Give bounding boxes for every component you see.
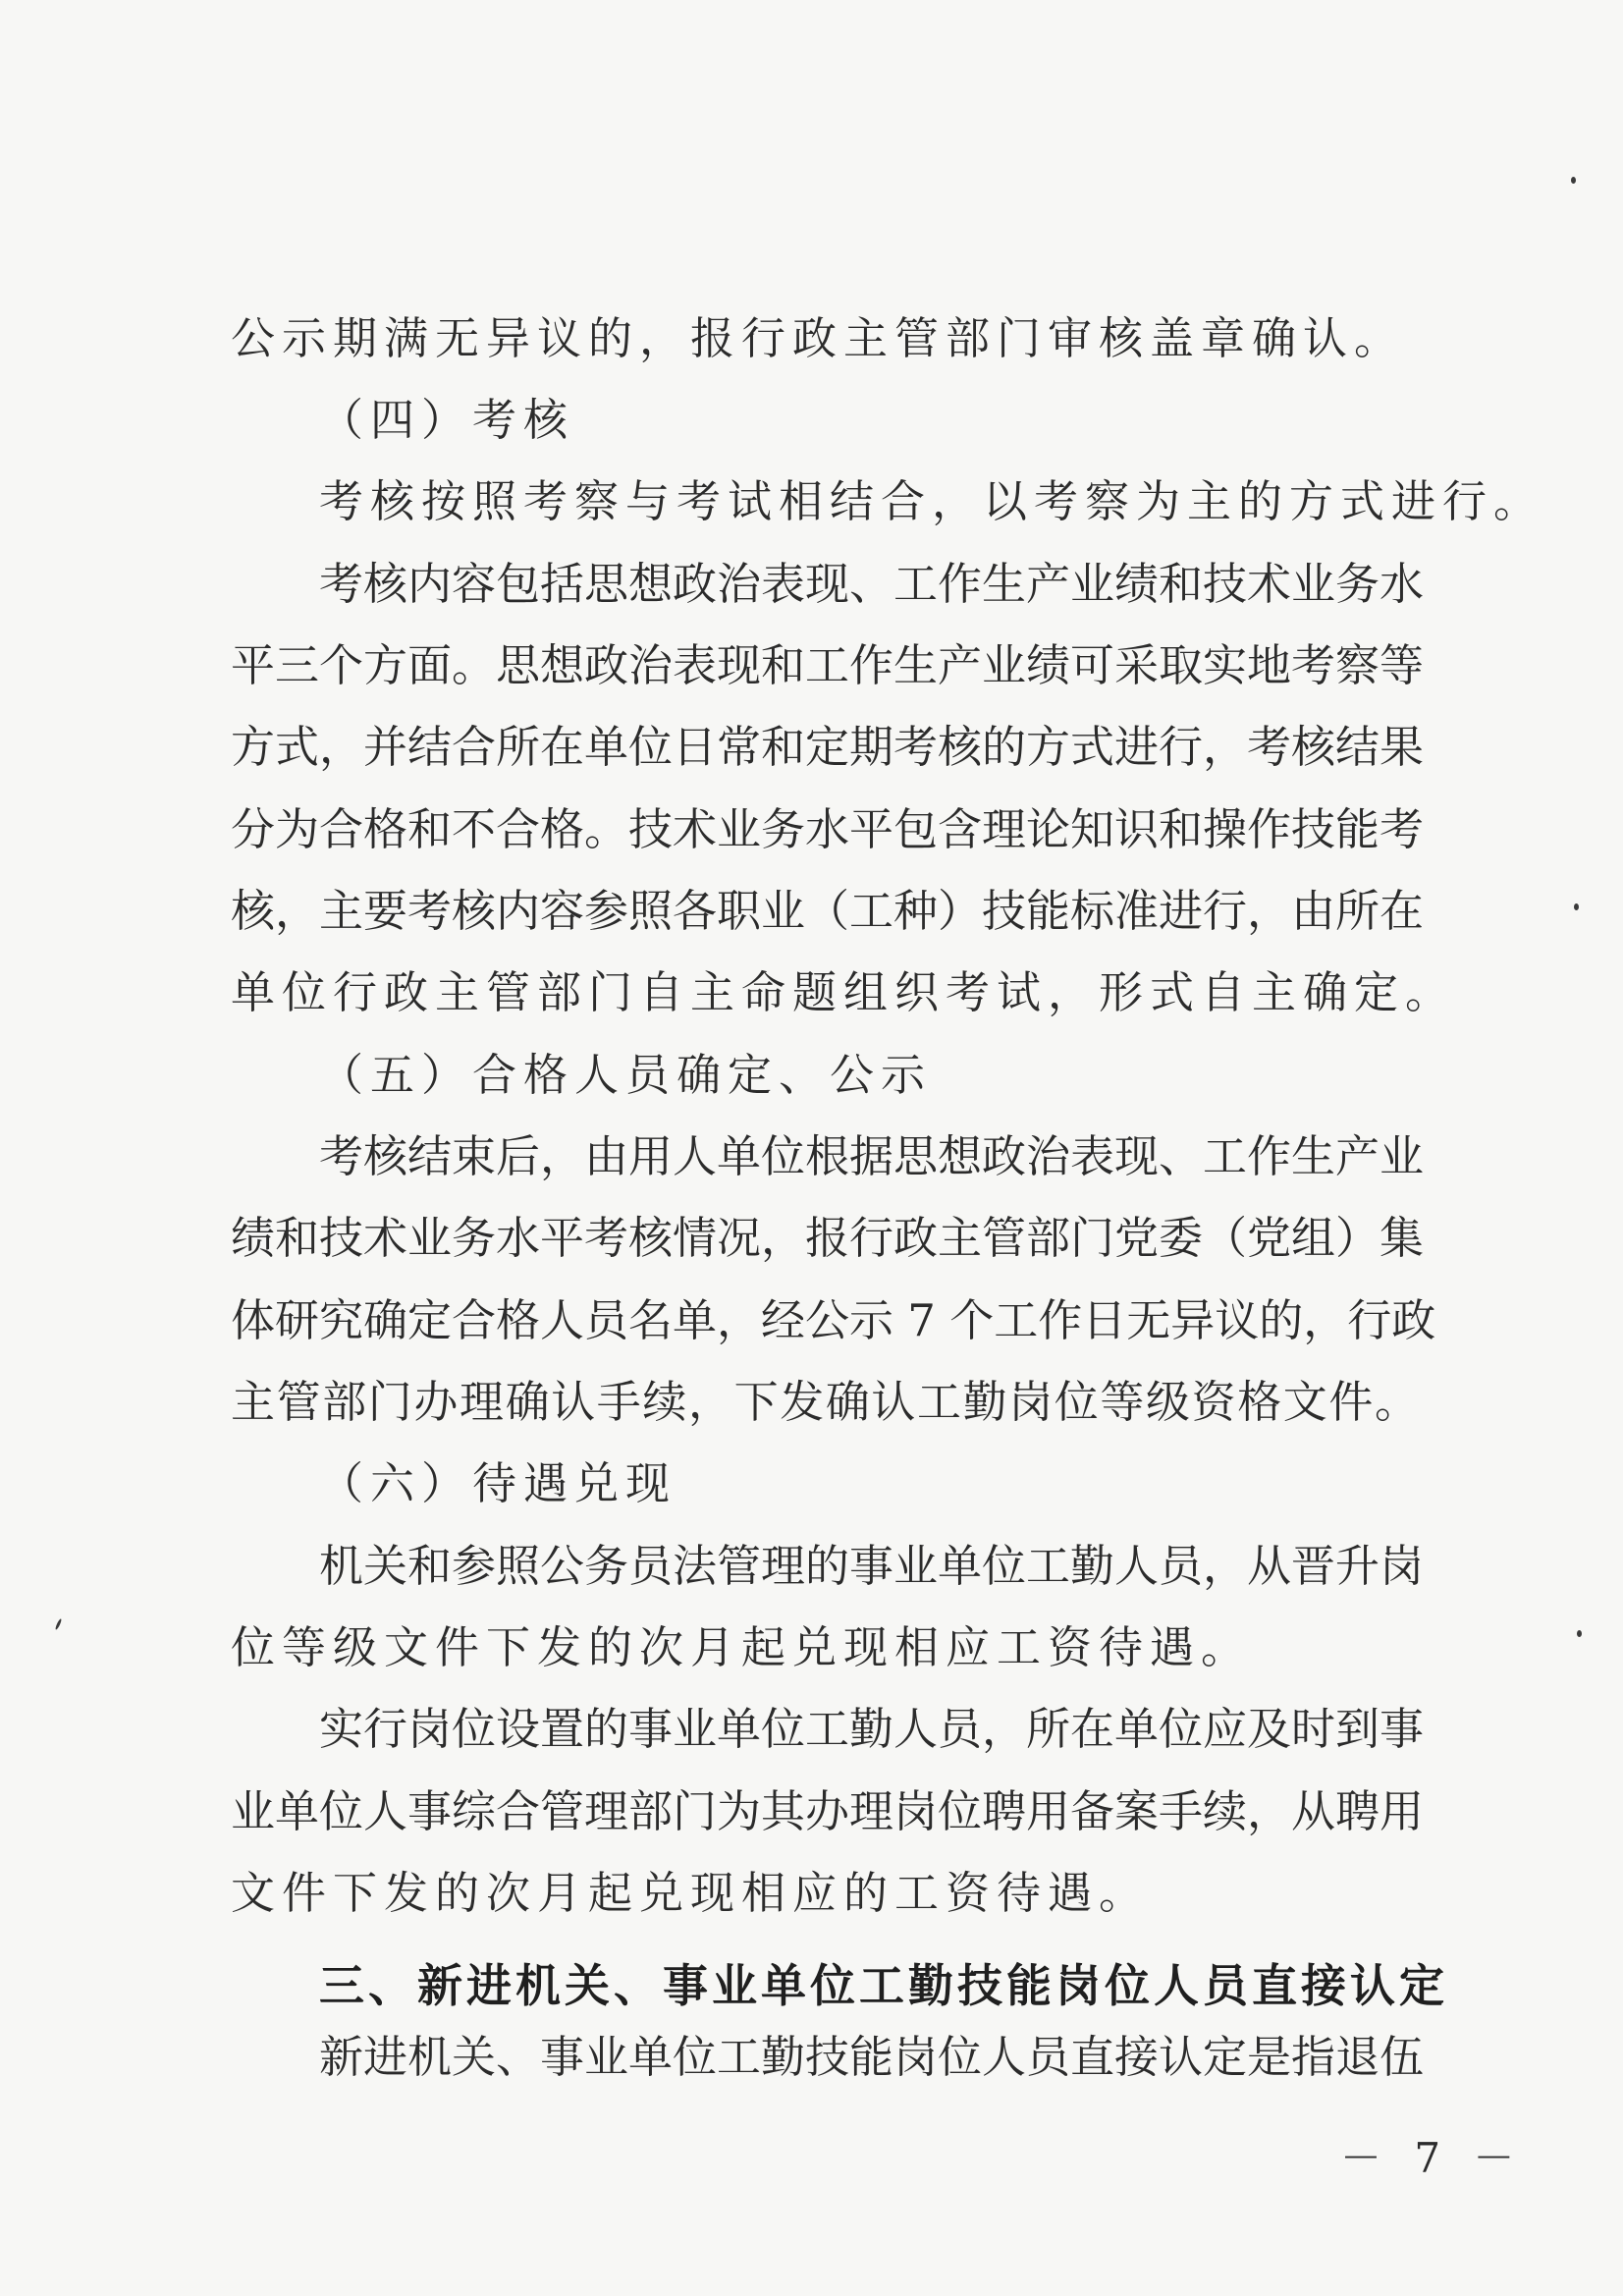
paragraph-line: 主管部门办理确认手续，下发确认工勤岗位等级资格文件。 [231, 1376, 1419, 1428]
subheading-benefits: （六）待遇兑现 [319, 1457, 677, 1509]
paragraph-line: 位等级文件下发的次月起兑现相应工资待遇。 [231, 1621, 1253, 1673]
paragraph-line: 实行岗位设置的事业单位工勤人员，所在单位应及时到事 [319, 1703, 1425, 1755]
paragraph-line: 文件下发的次月起兑现相应的工资待遇。 [231, 1867, 1151, 1919]
paragraph-line: 新进机关、事业单位工勤技能岗位人员直接认定是指退伍 [319, 2031, 1425, 2083]
paragraph-line: 业单位人事综合管理部门为其办理岗位聘用备案手续，从聘用 [231, 1785, 1425, 1837]
paragraph-line: 机关和参照公务员法管理的事业单位工勤人员，从晋升岗 [319, 1540, 1425, 1592]
paragraph-line: 单位行政主管部门自主命题组织考试，形式自主确定。 [231, 966, 1457, 1018]
scan-speck [1571, 177, 1576, 184]
paragraph-line: 核，主要考核内容参照各职业（工种）技能标准进行，由所在 [231, 885, 1425, 937]
paragraph-line: 绩和技术业务水平考核情况，报行政主管部门党委（党组）集 [231, 1212, 1425, 1264]
paragraph-line: 平三个方面。思想政治表现和工作生产业绩可采取实地考察等 [231, 639, 1425, 691]
paragraph-line: 考核结束后，由用人单位根据思想政治表现、工作生产业 [319, 1130, 1425, 1182]
subheading-assessment: （四）考核 [319, 394, 575, 446]
scan-speck [1577, 1630, 1582, 1637]
paragraph-line: 公示期满无异议的，报行政主管部门审核盖章确认。 [231, 312, 1406, 364]
scan-speck [55, 1618, 63, 1630]
paragraph-line: 方式，并结合所在单位日常和定期考核的方式进行，考核结果 [231, 721, 1425, 773]
paragraph-line: 考核按照考察与考试相结合，以考察为主的方式进行。 [319, 475, 1545, 527]
subheading-qualified-personnel: （五）合格人员确定、公示 [319, 1049, 933, 1101]
page-number: － 7 － [1340, 2134, 1525, 2182]
scan-speck [1574, 903, 1579, 910]
paragraph-line: 体研究确定合格人员名单，经公示 7 个工作日无异议的，行政 [231, 1294, 1436, 1346]
paragraph-line: 考核内容包括思想政治表现、工作生产业绩和技术业务水 [319, 558, 1425, 610]
section-heading-3: 三、新进机关、事业单位工勤技能岗位人员直接认定 [319, 1959, 1448, 2012]
paragraph-line: 分为合格和不合格。技术业务水平包含理论知识和操作技能考 [231, 803, 1425, 855]
